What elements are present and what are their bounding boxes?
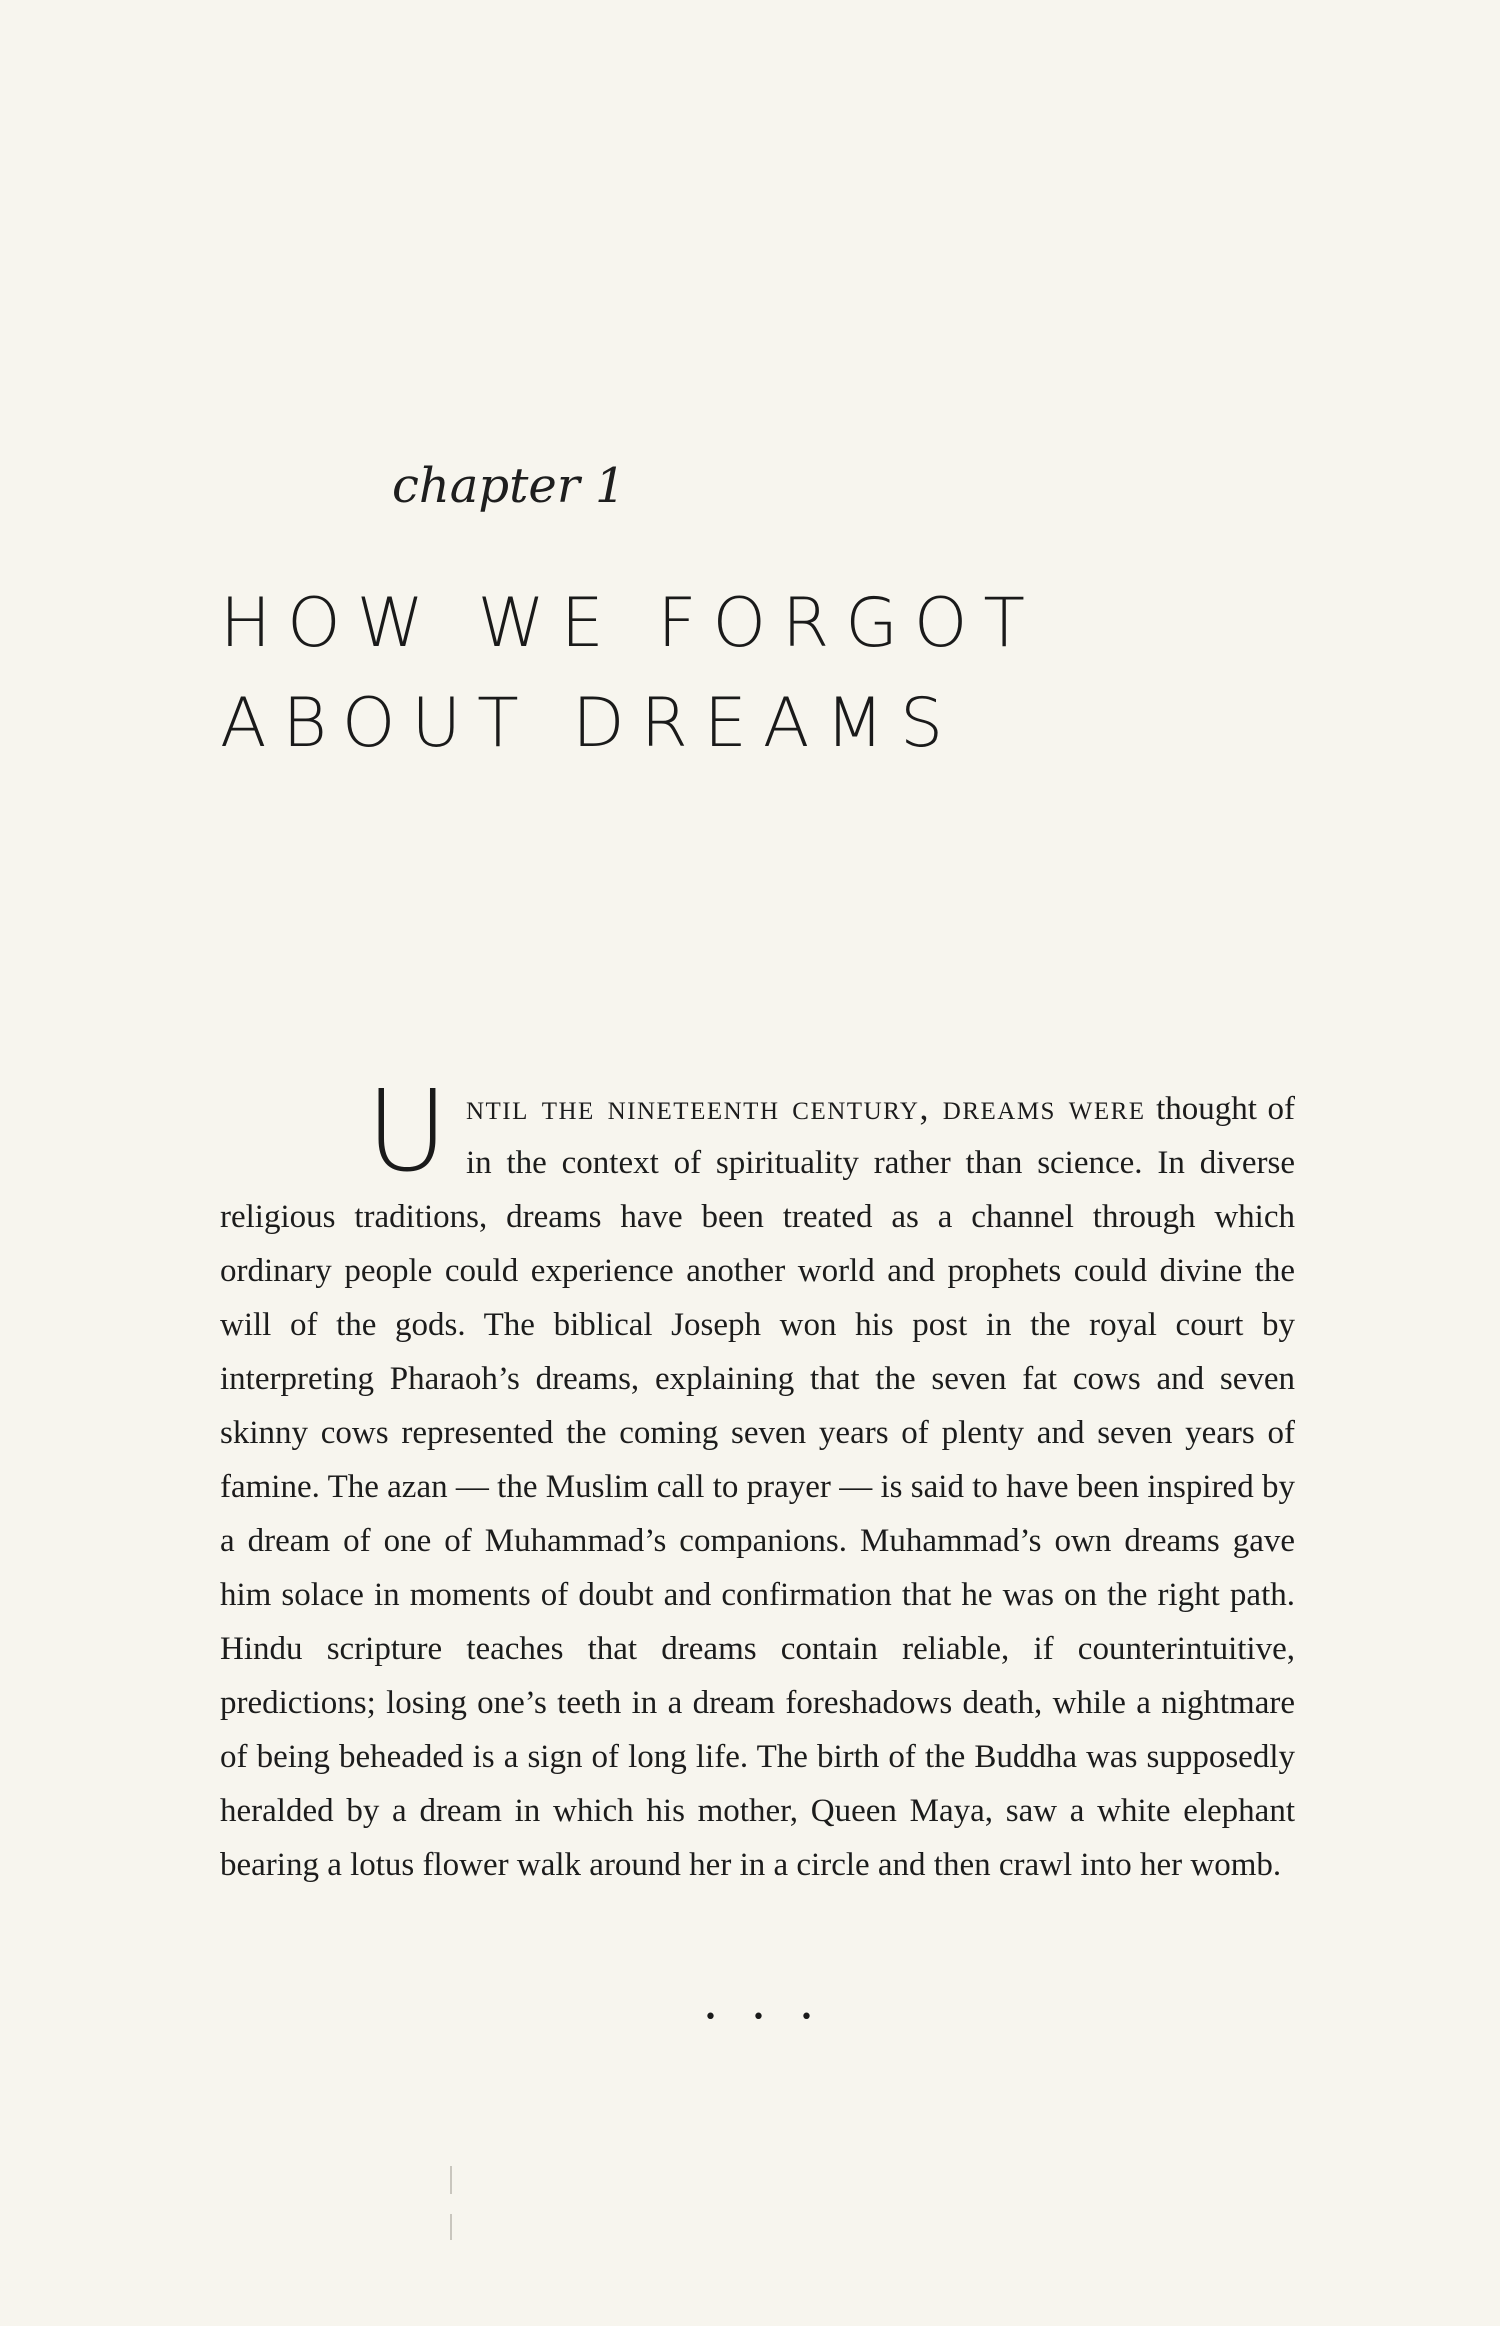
section-break: • • • [704, 2005, 827, 2030]
chapter-title-line-1: HOW WE FORGOT [220, 584, 1041, 663]
body-paragraph [220, 1067, 1296, 1892]
chapter-label: chapter 1 [392, 458, 626, 514]
scan-mark [450, 2214, 452, 2240]
paragraph-text: thought of in the context of spirituality rather than science. In diverse religious traditions, dreams have been treated as a channel through which ordinary people could experience another world and prophets could divine the will of the gods. The biblical Joseph won his post in the royal court by interpreting Pharaoh’s dreams, explaining that the seven fat cows and seven skinny cows represented the coming seven years of plenty and seven years of famine. The azan — the Muslim call to prayer — is said to have been inspired by a dream of one of Muhammad’s companions. Muhammad’s own dreams gave him solace in moments of doubt and confirmation that he was on the right path. Hindu scripture teaches that dreams contain reliable, if counterintuitive, predictions; losing one’s teeth in a dream foreshadows death, while a nightmare of being beheaded is a sign of long life. The birth of the Buddha was supposedly heralded by a dream in which his mother, Queen Maya, saw a white elephant bearing a lotus flower walk around her in a circle and then crawl into her womb. [220, 1091, 1296, 1883]
drop-cap: U [366, 1067, 448, 1197]
chapter-title [220, 574, 1041, 774]
scan-mark [450, 2166, 452, 2194]
chapter-title-line-2: ABOUT DREAMS [220, 684, 960, 763]
lead-in-small-caps: ntil the nineteenth century, dreams were [465, 1087, 1146, 1127]
